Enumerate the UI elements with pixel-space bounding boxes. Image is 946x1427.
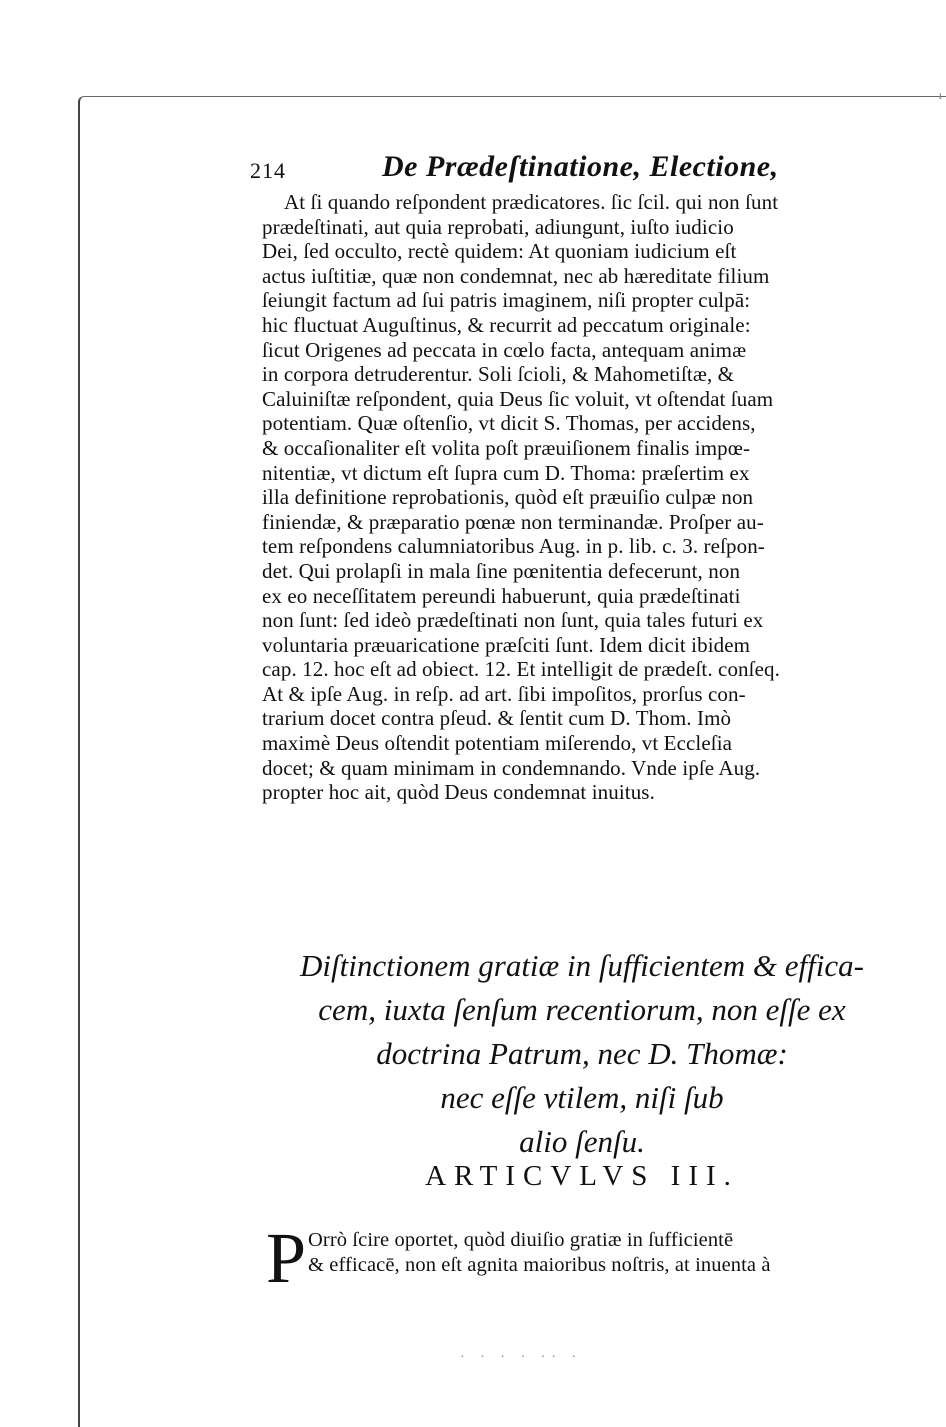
body-line: & occaſionaliter eſt volita poſt præuiſionem finalis impœ- <box>262 435 751 460</box>
body-line: actus iuſtitiæ, quæ non condemnat, nec ab hæreditate filium <box>262 263 770 288</box>
article-heading: ARTICVLVS III. <box>425 1160 739 1192</box>
section-title-line: Diſtinctionem gratiæ in ſufficientem & effica- <box>300 948 864 983</box>
body-line: nitentiæ, vt dictum eſt ſupra cum D. Thoma: præſertim ex <box>262 460 750 485</box>
article-text <box>308 1228 912 1277</box>
body-line: hic fluctuat Auguſtinus, & recurrit ad peccatum originale: <box>262 312 751 337</box>
section-title-line: doctrina Patrum, nec D. Thomæ: <box>376 1036 788 1071</box>
print-specks: · · · · ·· · <box>460 1350 583 1365</box>
body-line: At & ipſe Aug. in reſp. ad art. ſibi impoſitos, prorſus con- <box>262 681 746 706</box>
body-line: ſeiungit factum ad ſui patris imaginem, niſi propter culpā: <box>262 288 751 313</box>
article-line: Orrò ſcire oportet, quòd diuiſio gratiæ in ſufficientē <box>308 1229 734 1251</box>
body-text <box>262 190 902 805</box>
running-head: De Prædeſtinatione, Electione, <box>382 150 779 183</box>
body-line: Caluiniſtæ reſpondent, quia Deus ſic voluit, vt oſtendat ſuam <box>262 386 774 411</box>
body-line: prædeſtinati, aut quia reprobati, adiungunt, iuſto iudicio <box>262 214 734 239</box>
body-line: potentiam. Quæ oſtenſio, vt dicit S. Thomas, per accidens, <box>262 411 756 436</box>
body-line: voluntaria præuaricatione præſciti ſunt. Idem dicit ibidem <box>262 632 751 657</box>
body-line: cap. 12. hoc eſt ad obiect. 12. Et intelligit de prædeſt. conſeq. <box>262 657 780 682</box>
body-line: in corpora detruderentur. Soli ſcioli, & Mahometiſtæ, & <box>262 362 735 387</box>
body-line: ſicut Origenes ad peccata in cœlo facta, antequam animæ <box>262 337 747 362</box>
body-line: docet; & quam minimam in condemnando. Vnde ipſe Aug. <box>262 755 761 780</box>
section-title-line: cem, iuxta ſenſum recentiorum, non eſſe ex <box>318 992 846 1027</box>
section-title-line: nec eſſe vtilem, niſi ſub <box>440 1080 724 1115</box>
body-line: maximè Deus oſtendit potentiam miſerendo, vt Eccleſia <box>262 731 733 756</box>
body-line: propter hoc ait, quòd Deus condemnat inuitus. <box>262 780 655 805</box>
body-line: tem reſpondens calumniatoribus Aug. in p. lib. c. 3. reſpon- <box>262 534 765 559</box>
body-line: illa definitione reprobationis, quòd eſt præuiſio culpæ non <box>262 485 754 510</box>
page-header <box>250 150 890 190</box>
body-line: ex eo neceſſitatem pereundi habuerunt, quia prædeſtinati <box>262 583 741 608</box>
body-line: trarium docet contra pſeud. & ſentit cum D. Thom. Imò <box>262 706 732 731</box>
page-number: 214 <box>250 158 286 183</box>
body-line: finiendæ, & præparatio pœnæ non terminandæ. Proſper au- <box>262 509 764 534</box>
drop-cap: P <box>266 1218 307 1298</box>
section-title-line: alio ſenſu. <box>519 1124 645 1159</box>
margin-mark: ı <box>938 88 942 102</box>
body-line: det. Qui prolapſi in mala ſine pœnitentia defecerunt, non <box>262 558 741 583</box>
article-line: & efficacē, non eſt agnita maioribus noſtris, at inuenta à <box>308 1253 771 1276</box>
section-title <box>262 944 902 1164</box>
body-line: non ſunt: ſed ideò prædeſtinati non ſunt, quia tales futuri ex <box>262 608 764 633</box>
body-line: At ſi quando reſpondent prædicatores. ſic ſcil. qui non ſunt <box>284 190 779 214</box>
body-line: Dei, ſed occulto, rectè quidem: At quoniam iudicium eſt <box>262 239 737 264</box>
